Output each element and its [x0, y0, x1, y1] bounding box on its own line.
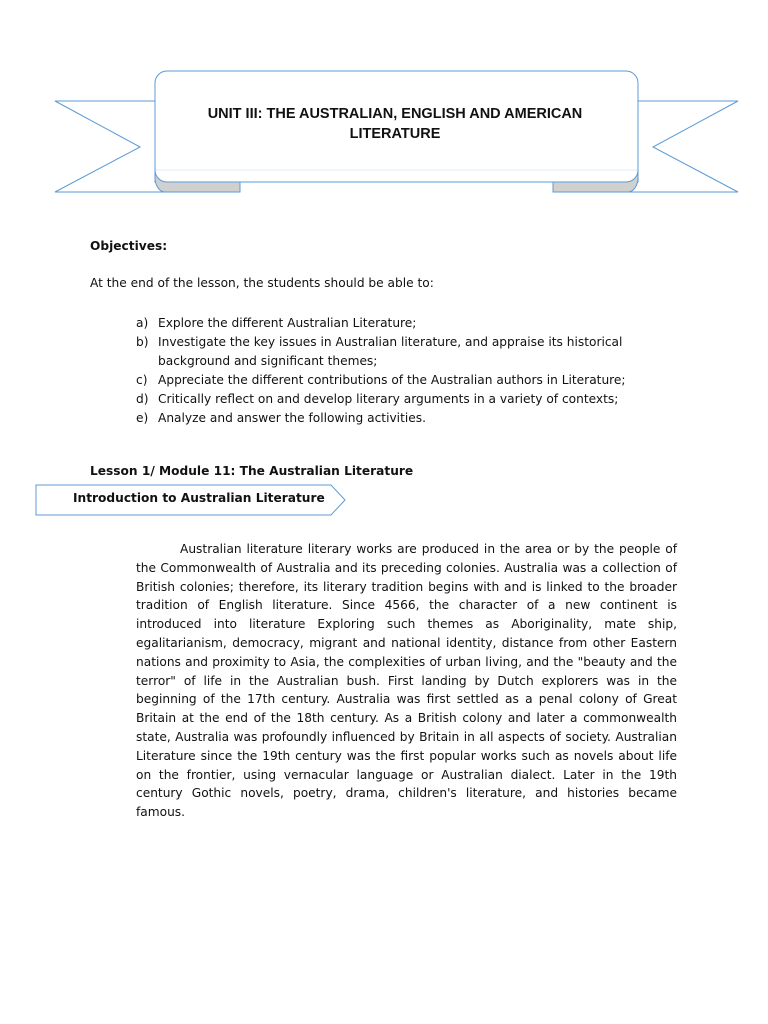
title-ribbon-banner: [0, 0, 768, 200]
objective-text: Explore the different Australian Literature;: [158, 316, 417, 330]
objective-item: [136, 371, 656, 390]
objective-marker: d): [136, 392, 149, 406]
objective-item: [136, 333, 656, 371]
objectives-list: [136, 314, 656, 428]
intro-paragraph: Australian literature literary works are produced in the area or by the people of the Commonwealth of Australia and its preceding colonies. Australia was a collection of British colonies; therefore, its literary tradition begins with and is linked to the broader tradition of English literature. Since 4566, the character of a new continent is introduced into literature Exploring such themes as Aboriginality, mate ship, egalitarianism, democracy, migrant and national identity, distance from other Eastern nations and proximity to Asia, the complexities of urban living, and the "beauty and the terror" of life in the Australian bush. First landing by Dutch explorers was in the beginning of the 17th century. Australia was first settled as a penal colony of Great Britain at the end of the 18th century. As a British colony and later a commonwealth state, Australia was profoundly influenced by Britain in all aspects of society. Australian Literature since the 19th century was the first popular works such as novels about life on the frontier, using vernacular language or Australian dialect. Later in the 19th century Gothic novels, poetry, drama, children's literature, and histories became famous.: [136, 542, 677, 820]
objectives-intro: At the end of the lesson, the students should be able to:: [90, 276, 434, 290]
objective-marker: b): [136, 335, 149, 349]
objective-text: Critically reflect on and develop literary arguments in a variety of contexts;: [158, 392, 619, 406]
objective-item: [136, 390, 656, 409]
unit-title: UNIT III: THE AUSTRALIAN, ENGLISH AND AMERICAN LITERATURE: [207, 106, 583, 142]
objective-marker: a): [136, 316, 149, 330]
objective-text: Investigate the key issues in Australian literature, and appraise its historical background and significant themes;: [158, 335, 623, 368]
section-tab-label: Introduction to Australian Literature: [73, 491, 325, 505]
objectives-heading: Objectives:: [90, 239, 168, 253]
objective-marker: c): [136, 373, 148, 387]
objective-item: [136, 409, 656, 428]
objective-item: [136, 314, 656, 333]
lesson-heading: Lesson 1/ Module 11: The Australian Literature: [90, 464, 414, 478]
objective-marker: e): [136, 411, 149, 425]
objective-text: Appreciate the different contributions of the Australian authors in Literature;: [158, 373, 626, 387]
objective-text: Analyze and answer the following activities.: [158, 411, 426, 425]
